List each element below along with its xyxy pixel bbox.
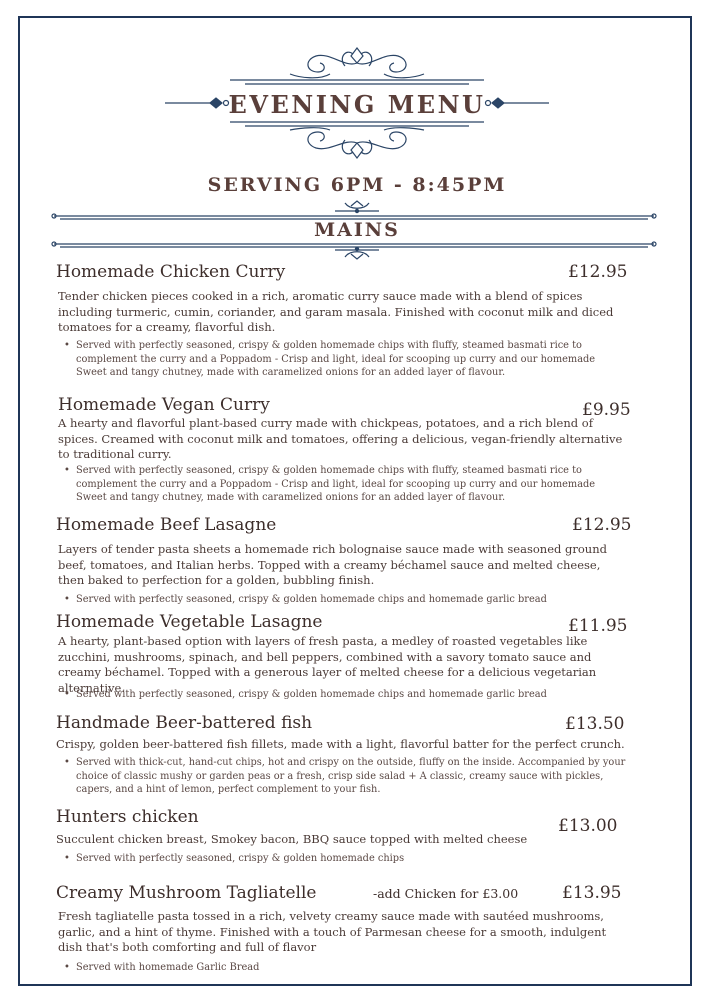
item-description: Layers of tender pasta sheets a homemade rich bolognaise sauce made with seasoned ground beef, tomatoes, and Italian herbs. Topped with a creamy béchamel sauce and melted cheese, then baked to perfection for a golden, bubbling finish. (58, 542, 607, 587)
bottom-flourish-icon (290, 128, 424, 158)
item-name: Homemade Chicken Curry (56, 262, 286, 282)
item-price: £13.95 (562, 883, 622, 903)
item-name: Homemade Vegan Curry (58, 395, 270, 415)
item-addon: -add Chicken for £3.00 (373, 886, 519, 901)
item-name: Homemade Beef Lasagne (56, 515, 277, 535)
item-price: £12.95 (568, 262, 628, 282)
top-flourish-icon (290, 48, 424, 78)
item-notes (58, 593, 626, 607)
item-note: • Served with homemade Garlic Bread (58, 961, 626, 975)
item-description: Fresh tagliatelle pasta tossed in a rich, velvety creamy sauce made with sautéed mushrooms, garlic, and a hint of thyme. Finished with a touch of Parmesan cheese for a smooth, indulgent dish that's both comforting and full of flavor (58, 909, 607, 954)
item-name: Creamy Mushroom Tagliatelle (56, 883, 317, 903)
item-notes (58, 464, 626, 505)
item-description: Succulent chicken breast, Smokey bacon, BBQ sauce topped with melted cheese (56, 832, 528, 846)
item-note: • Served with perfectly seasoned, crispy & golden homemade chips and homemade garlic bread (58, 593, 626, 607)
item-description: A hearty and flavorful plant-based curry made with chickpeas, potatoes, and a rich blend of spices. Creamed with coconut milk and tomatoes, offering a delicious, vegan-friendly alternative to traditional curry. (58, 416, 623, 461)
section-heading: MAINS (314, 219, 400, 241)
item-note: • Served with perfectly seasoned, crispy & golden homemade chips (58, 852, 626, 866)
item-price: £13.00 (558, 816, 618, 836)
menu-title: EVENING MENU (228, 90, 486, 119)
item-price: £11.95 (568, 616, 628, 636)
item-notes (58, 339, 626, 380)
item-notes (58, 688, 626, 702)
item-name: Homemade Vegetable Lasagne (56, 612, 323, 632)
item-description: Tender chicken pieces cooked in a rich, aromatic curry sauce made with a blend of spices including turmeric, cumin, coriander, and garam masala. Finished with coconut milk and diced tomatoes for a creamy, flavorful dish. (58, 289, 614, 334)
item-notes (58, 756, 626, 797)
item-description: Crispy, golden beer-battered fish fillets, made with a light, flavorful batter for the perfect crunch. (56, 737, 625, 751)
mains-divider-bottom (335, 247, 379, 259)
item-description: A hearty, plant-based option with layers of fresh pasta, a medley of roasted vegetables like zucchini, mushrooms, spinach, and bell peppers, combined with a savory tomato sauce and creamy béchamel. Topped with a generous layer of melted cheese for a delicious vegetarian alternative. (58, 634, 597, 695)
item-price: £9.95 (582, 400, 631, 420)
item-note: • Served with perfectly seasoned, crispy & golden homemade chips with fluffy, steamed basmati rice to complement the curry and a Poppadom - Crisp and light, ideal for scooping up curry and our homemade Sweet and tangy chutney, made with caramelized onions for an added layer of flavour. (58, 339, 626, 380)
item-note: • Served with thick-cut, hand-cut chips, hot and crispy on the outside, fluffy on the inside. Accompanied by your choice of classic mushy or garden peas or a fresh, crisp side salad + A classic, creamy sauce with pickles, capers, and a hint of lemon, perfect complement to your fish. (58, 756, 626, 797)
item-name: Handmade Beer-battered fish (56, 713, 313, 733)
item-notes (58, 852, 626, 866)
serving-hours: SERVING 6PM - 8:45PM (207, 174, 507, 196)
item-price: £13.50 (565, 714, 625, 734)
item-note: • Served with perfectly seasoned, crispy & golden homemade chips and homemade garlic bread (58, 688, 626, 702)
item-note: • Served with perfectly seasoned, crispy & golden homemade chips with fluffy, steamed basmati rice to complement the curry and a Poppadom - Crisp and light, ideal for scooping up curry and our homemade Sweet and tangy chutney, made with caramelized onions for an added layer of flavour. (58, 464, 626, 505)
item-name: Hunters chicken (56, 807, 199, 827)
item-notes (58, 961, 626, 975)
mains-divider-top (335, 201, 379, 213)
item-price: £12.95 (572, 515, 632, 535)
